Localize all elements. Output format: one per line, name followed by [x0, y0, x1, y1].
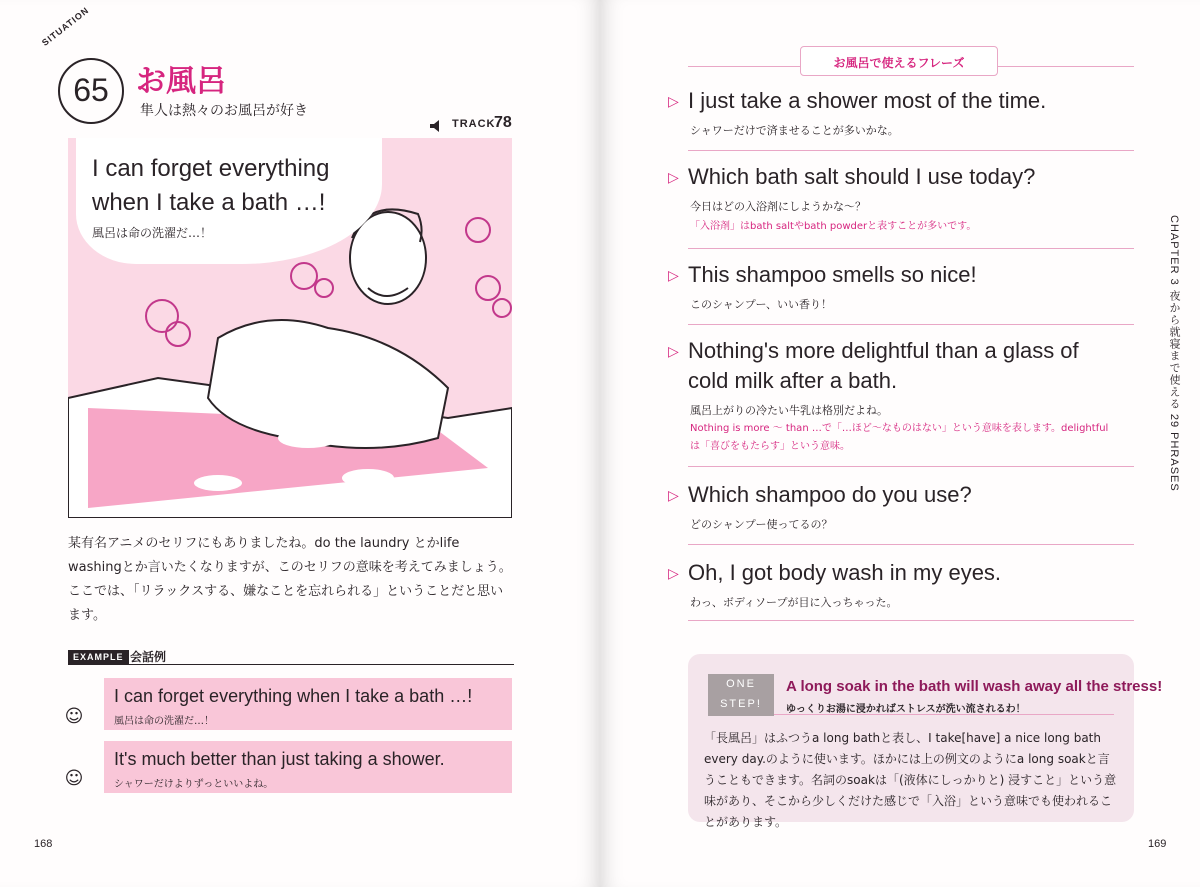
phrase-divider [688, 248, 1134, 249]
phrase-4-english-line-2: cold milk after a bath. [688, 368, 898, 393]
phrase-5-japanese: どのシャンプー使ってるの？ [690, 518, 833, 531]
phrase-divider [688, 544, 1134, 545]
laughing-face-icon: ☺ [64, 706, 84, 727]
phrase-2-japanese: 今日はどの入浴剤にしようかな～？ [690, 200, 866, 213]
chapter-side-label: CHAPTER 3 夜から就寝まで使える 29 PHRASES [1168, 215, 1180, 492]
one-step-tag-line-2: STEP! [720, 698, 762, 710]
smiling-face-icon: ☺ [64, 768, 84, 789]
speaker-icon [430, 120, 444, 132]
phrases-header: お風呂で使えるフレーズ [833, 56, 965, 70]
phrase-3-japanese: このシャンプー、いい香り！ [690, 298, 833, 311]
dialogue-2-english: It's much better than just taking a shower. [114, 749, 445, 769]
example-label: 会話例 [130, 650, 167, 664]
one-step-tag [708, 674, 774, 716]
arrow-icon: ▷ [668, 170, 679, 186]
dialogue-1-japanese: 風呂は命の洗濯だ…！ [114, 716, 214, 727]
phrase-1-english: I just take a shower most of the time. [688, 88, 1047, 113]
bubble-text [92, 152, 329, 220]
phrase-divider [688, 324, 1134, 325]
arrow-icon: ▷ [668, 488, 679, 504]
phrase-divider [688, 150, 1134, 151]
one-step-tag-line-1: ONE [726, 678, 756, 690]
page-number-left: 168 [34, 838, 53, 850]
phrase-2-english: Which bath salt should I use today? [688, 164, 1036, 189]
track-number: 78 [494, 114, 512, 131]
situation-label: SITUATION [40, 5, 91, 48]
dialogue-bubble-1 [104, 678, 512, 730]
body-text: 某有名アニメのセリフにもありましたね。do the laundry とかlife washingとか言いたくなりますが、このセリフの意味を考えてみましょう。ここでは、「リラックスする、嫌なことを忘れられる」ということだと思います。 [68, 536, 512, 623]
phrase-4-note-line-2: は「喜びをもたらす」という意味。 [690, 441, 850, 452]
arrow-icon: ▷ [668, 344, 679, 360]
page-subtitle: 隼人は熱々のお風呂が好き [140, 103, 308, 119]
example-tag: EXAMPLE [68, 650, 129, 664]
arrow-icon: ▷ [668, 566, 679, 582]
dialogue-1-english: I can forget everything when I take a bath …! [114, 686, 473, 706]
phrase-4-english-line-1: Nothing's more delightful than a glass of [688, 338, 1079, 363]
bubble-line-1: I can forget everything [92, 155, 330, 182]
bubble-japanese: 風呂は命の洗濯だ…！ [92, 226, 213, 240]
bubble-line-2: when I take a bath …! [92, 189, 326, 216]
track-label: TRACK [452, 118, 496, 130]
dialogue-bubble-2 [104, 741, 512, 793]
phrase-3-english: This shampoo smells so nice! [688, 262, 977, 287]
situation-number: 65 [73, 72, 109, 108]
phrase-2-note: 「入浴剤」はbath saltやbath powderと表すことが多いです。 [690, 221, 977, 232]
arrow-icon: ▷ [668, 268, 679, 284]
one-step-divider [774, 714, 1114, 715]
phrase-divider [688, 466, 1134, 467]
phrase-5-english: Which shampoo do you use? [688, 482, 972, 507]
phrase-1-japanese: シャワーだけで済ませることが多いかな。 [690, 124, 899, 137]
phrase-4-japanese: 風呂上がりの冷たい牛乳は格別だよね。 [690, 404, 888, 417]
one-step-english: A long soak in the bath will wash away all the stress! [786, 678, 1163, 695]
phrase-6-english: Oh, I got body wash in my eyes. [688, 560, 1002, 585]
example-divider [68, 664, 514, 665]
arrow-icon: ▷ [668, 94, 679, 110]
phrase-6-japanese: わっ、ボディソープが目に入っちゃった。 [690, 596, 898, 609]
page-number-right: 169 [1148, 838, 1167, 850]
one-step-japanese: ゆっくりお湯に浸かればストレスが洗い流されるわ！ [786, 704, 1026, 715]
dialogue-2-japanese: シャワーだけよりずっといいよね。 [114, 779, 274, 790]
phrase-divider [688, 620, 1134, 621]
one-step-body: 「長風呂」はふつうa long bathと表し、I take[have] a nice long bath every day.のように使います。ほかには上の例文のようにa long soakと言うこともできます。名詞のsoakは「(液体にしっかりと) 浸すこと」という意味があり、そこから少しくだけた感じで「入浴」という意味でも使われることがあります。 [704, 731, 1117, 829]
phrase-4-note-line-1: Nothing is more ～ than …で「…ほど～なものはない」という意味を表します。delightful [690, 423, 1109, 434]
page-title: お風呂 [136, 64, 226, 99]
